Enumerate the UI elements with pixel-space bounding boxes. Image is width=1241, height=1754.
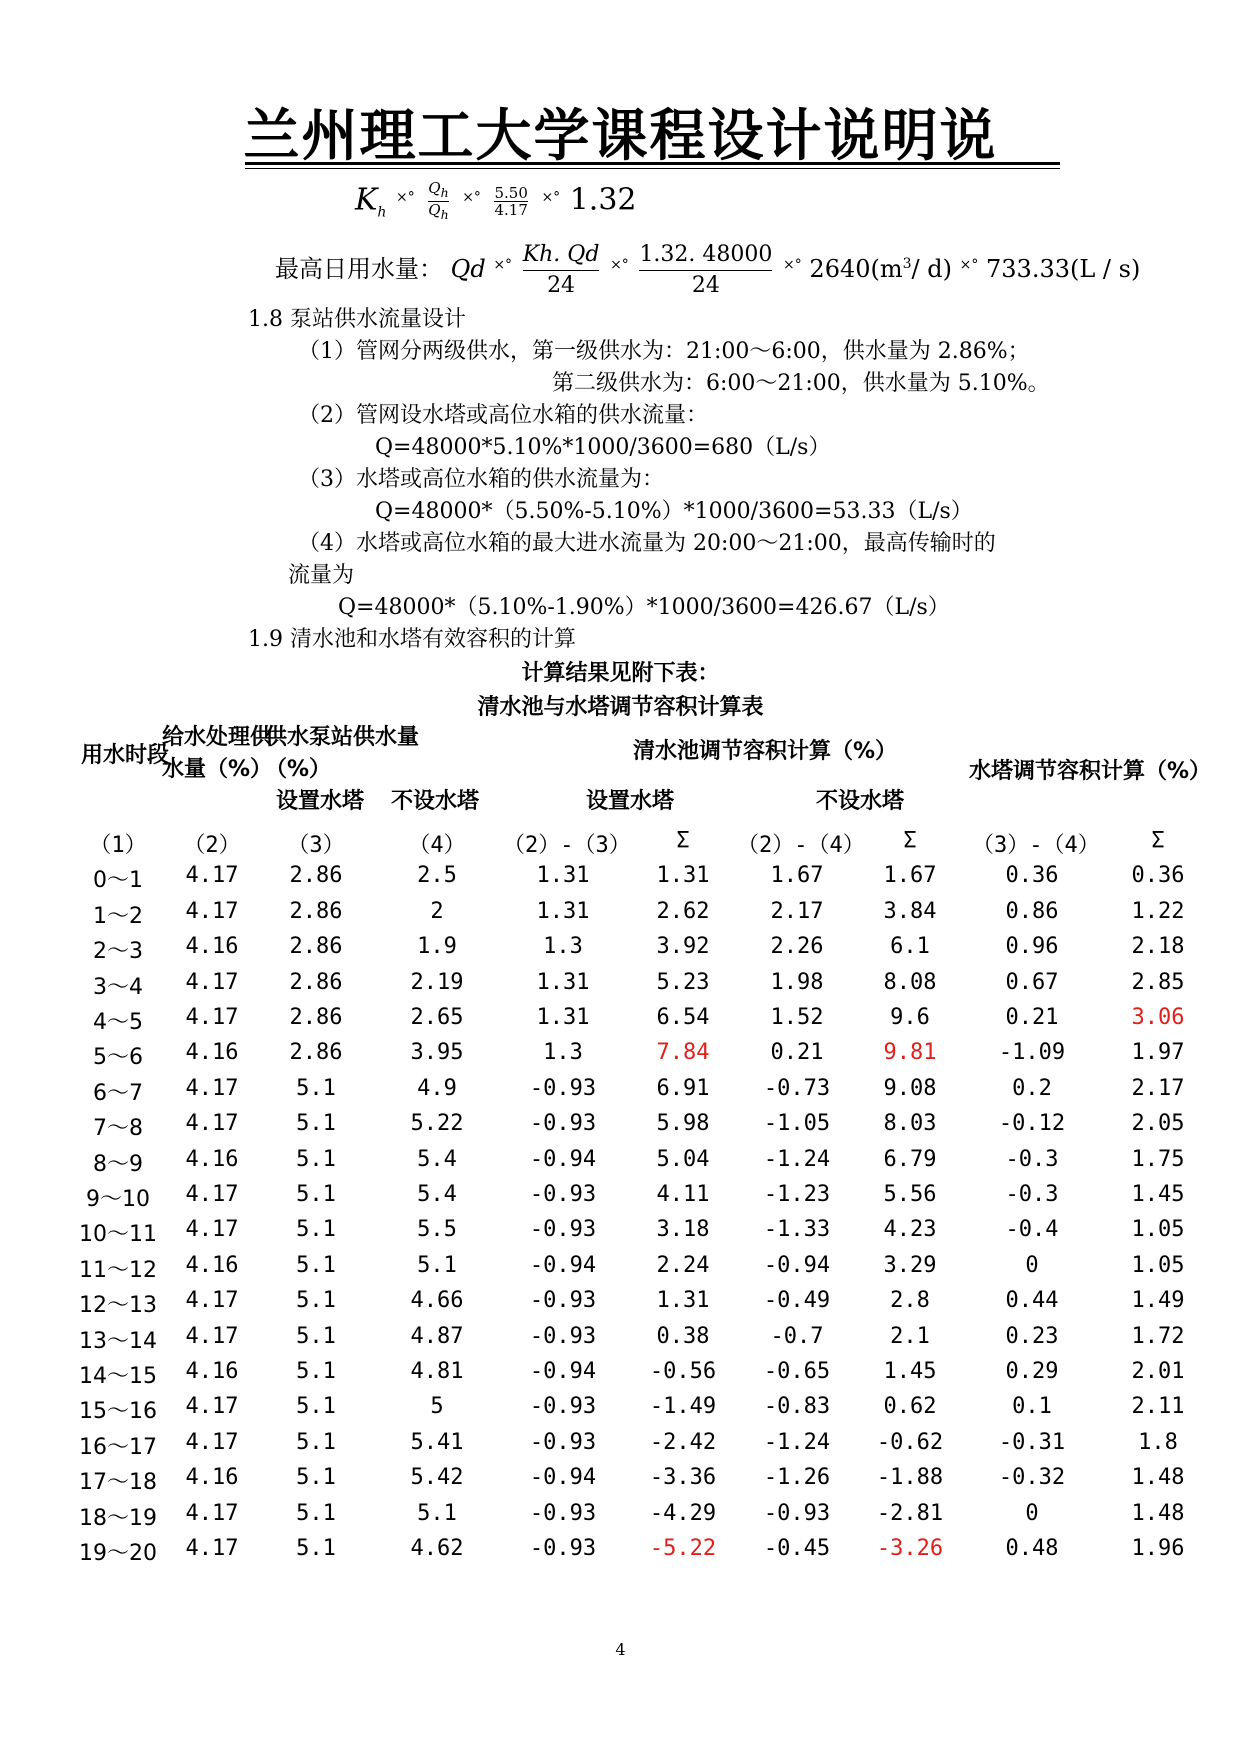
table-cell: 1.45 [883, 1359, 937, 1384]
table-cell: 19～20 [79, 1541, 157, 1566]
formula-garble: ×° [541, 189, 561, 206]
table-cell: 0.2 [1012, 1075, 1052, 1101]
table-cell: 8～9 [93, 1151, 143, 1177]
text-line: （2）管网设水塔或高位水箱的供水流量： [298, 403, 708, 428]
table-cell: 5.98 [656, 1111, 710, 1137]
table-cell: 17～18 [79, 1470, 157, 1496]
header-clear-tower: 设置水塔 [585, 789, 674, 814]
table-cell: -0.94 [529, 1252, 597, 1278]
table-cell: 7～8 [93, 1116, 143, 1142]
table-cell: 5.1 [296, 1465, 336, 1491]
table-cell: 0.48 [1005, 1536, 1059, 1561]
table-cell: 2.86 [289, 1040, 343, 1066]
header-supply: 给水处理供水量（%） [162, 725, 273, 782]
table-cell: 1.75 [1131, 1146, 1185, 1172]
table-cell: 5.1 [296, 1182, 336, 1207]
formula-qd-frac1: $\frac{Kh. Qd}{24}$ [522, 242, 600, 298]
table-cell: -0.93 [529, 1500, 597, 1526]
table-cell: 1.05 [1131, 1217, 1185, 1243]
table-cell: 3.18 [656, 1217, 710, 1243]
table-cell: 12～13 [79, 1293, 157, 1319]
table-cell: 1.31 [536, 863, 590, 889]
header-hour: 用水时段 [80, 743, 169, 768]
table-cell: 5.1 [296, 1500, 336, 1526]
table-cell: -0.93 [529, 1429, 597, 1455]
table-cell: 5.1 [296, 1536, 336, 1561]
table-cell: 4.17 [185, 1429, 239, 1455]
header-pump-notower: 不设水塔 [390, 789, 479, 814]
table-cell: 5.1 [296, 1323, 336, 1349]
table-cell: 4.17 [185, 1217, 239, 1243]
table-cell: 4.23 [883, 1217, 937, 1243]
table-cell: 1.67 [883, 863, 937, 889]
table-cell: 2.62 [656, 898, 710, 924]
table-cell: -3.36 [649, 1465, 717, 1491]
table-cell: -1.33 [763, 1217, 831, 1243]
table-cell: 2.86 [289, 898, 343, 924]
formula-qd-label: 最高日用水量： [275, 255, 443, 283]
table-cell: 1.31 [536, 1005, 590, 1030]
table-cell: 13～14 [79, 1328, 157, 1354]
table-cell: 5.1 [296, 1111, 336, 1137]
formula-kh [355, 180, 637, 223]
table-cell: 1.31 [536, 969, 590, 995]
table-cell: 2.01 [1131, 1359, 1185, 1384]
table-cell: 5.04 [656, 1146, 710, 1172]
table-cell: 1.3 [543, 1040, 583, 1066]
table-cell: 4～5 [93, 1010, 143, 1035]
table-cell: -1.26 [763, 1465, 831, 1491]
table-cell: 6.91 [656, 1075, 710, 1101]
table-cell: 9.08 [883, 1075, 937, 1101]
index-cell: （2）-（3） [503, 833, 631, 858]
table-cell: 2.19 [410, 969, 464, 995]
table-cell: 18～19 [79, 1505, 157, 1531]
table-cell: -0.45 [763, 1536, 831, 1561]
table-cell: 4.16 [185, 1465, 239, 1491]
table-cell: 1.3 [543, 934, 583, 960]
table-cell: 3.84 [883, 898, 937, 924]
formula-line: Q=48000*（5.10%-1.90%）*1000/3600=426.67（L/s） [338, 595, 950, 620]
formula-qd: 最高日用水量： Qd ×° $\frac{Kh. Qd}{24}$ ×° $\frac{1.32. 48000}{24}$ ×° $2640(m^3/$ d) ×° 733.33(L / s) [275, 240, 1140, 301]
table-cell: 1.9 [417, 934, 457, 960]
table-cell: 2.17 [1131, 1075, 1185, 1101]
table-cell: 4.16 [185, 1359, 239, 1384]
table-cell: 1.98 [770, 969, 824, 995]
table-cell: 0 [1025, 1500, 1039, 1526]
table-cell: 4.17 [185, 1111, 239, 1137]
table-cell: 15～16 [79, 1399, 157, 1425]
table-cell: 2.1 [890, 1323, 930, 1349]
table-cell: -0.83 [763, 1394, 831, 1420]
table-cell: 6～7 [93, 1080, 143, 1106]
table-cell: 5.5 [417, 1217, 457, 1243]
table-cell: 10～11 [79, 1222, 157, 1248]
table-cell: 1.45 [1131, 1182, 1185, 1207]
table-cell: 2.17 [770, 898, 824, 924]
table-cell: 4.81 [410, 1359, 464, 1384]
table-cell: -0.65 [763, 1359, 831, 1384]
table-cell: 2.85 [1131, 969, 1185, 995]
table-cell: -1.24 [763, 1146, 831, 1172]
table-cell: -0.4 [1005, 1217, 1059, 1243]
table-cell: -0.93 [529, 1288, 597, 1314]
table-cell: 2.86 [289, 863, 343, 889]
header-tower-volume: 水塔调节容积计算（%） [968, 759, 1212, 784]
formula-qd-value1: 2640(m [809, 255, 903, 283]
table-cell: 9.81 [883, 1040, 937, 1066]
table-cell: 1.49 [1131, 1288, 1185, 1314]
table-cell: 9.6 [890, 1005, 930, 1030]
table-cell: 0.21 [1005, 1005, 1059, 1030]
formula-kh-sub: h [377, 204, 387, 221]
index-cell: （4） [408, 833, 466, 858]
table-cell: 1.22 [1131, 898, 1185, 924]
table-cell: -1.09 [998, 1040, 1066, 1066]
table-cell: -0.3 [1005, 1146, 1059, 1172]
table-cell: 0.36 [1131, 863, 1185, 889]
index-cell: （2）-（4） [737, 833, 865, 858]
table-cell: -0.31 [998, 1429, 1066, 1455]
table-cell: 2.8 [890, 1288, 930, 1314]
table-cell: 4.17 [185, 863, 239, 889]
table-intro: 计算结果见附下表： [521, 661, 720, 686]
table-cell: 4.9 [417, 1075, 457, 1101]
index-cell: Σ [676, 828, 690, 853]
page-number: 4 [615, 1640, 626, 1659]
header-clear-notower: 不设水塔 [815, 789, 904, 814]
header-clear-tank: 清水池调节容积计算（%） [632, 739, 898, 764]
table-cell: -0.93 [529, 1323, 597, 1349]
section-heading-1-8: 1.8 泵站供水流量设计 [248, 307, 466, 332]
table-cell: 0.21 [770, 1040, 824, 1066]
formula-garble: ×° [396, 189, 415, 206]
table-cell: 2.5 [417, 863, 457, 889]
table-cell: 16～17 [79, 1434, 157, 1460]
table-cell: 5.1 [296, 1075, 336, 1101]
table-cell: 4.17 [185, 1323, 239, 1349]
formula-kh-result: 1.32 [569, 182, 637, 218]
table-cell: 5.1 [296, 1288, 336, 1314]
table-cell: -1.49 [649, 1394, 717, 1420]
table-cell: 6.79 [883, 1146, 937, 1172]
table-cell: -0.3 [1005, 1182, 1059, 1207]
text-line: 第二级供水为：6:00～21:00，供水量为 5.10%。 [552, 371, 1050, 396]
table-cell: -1.05 [763, 1111, 831, 1137]
index-cell: （3） [287, 833, 345, 858]
table-cell: 2.65 [410, 1005, 464, 1030]
text-line: 流量为 [288, 563, 355, 588]
section-heading-1-9: 1.9 清水池和水塔有效容积的计算 [248, 627, 576, 652]
table-cell: 0.86 [1005, 898, 1059, 924]
table-cell: 8.08 [883, 969, 937, 995]
table-cell: 5.4 [417, 1182, 457, 1207]
table-cell: 7.84 [656, 1040, 710, 1066]
table-cell: 4.17 [185, 898, 239, 924]
table-cell: -0.93 [529, 1182, 597, 1207]
header-pump-tower: 设置水塔 [275, 789, 364, 814]
formula-line: Q=48000*（5.50%-5.10%）*1000/3600=53.33（L/s） [375, 499, 973, 524]
table-cell: -4.29 [649, 1500, 717, 1526]
table-cell: -0.93 [529, 1217, 597, 1243]
table-cell: 0.44 [1005, 1288, 1059, 1314]
index-cell: （3）-（4） [972, 833, 1100, 858]
table-cell: 0.36 [1005, 863, 1059, 889]
table-cell: 5.1 [296, 1394, 336, 1420]
table-cell: 0.67 [1005, 969, 1059, 995]
table-cell: 0.38 [656, 1323, 710, 1349]
table-cell: 1.67 [770, 863, 824, 889]
table-cell: 4.17 [185, 1500, 239, 1526]
table-cell: 4.11 [656, 1182, 710, 1207]
table-cell: 4.66 [410, 1288, 464, 1314]
table-cell: 2.86 [289, 934, 343, 960]
table-cell: 1～2 [93, 903, 143, 929]
table-cell: 3.95 [410, 1040, 464, 1066]
table-cell: 5.22 [410, 1111, 464, 1137]
table-cell: 0.23 [1005, 1323, 1059, 1349]
table-cell: 9～10 [86, 1187, 150, 1212]
text-line: （4）水塔或高位水箱的最大进水流量为 20:00～21:00，最高传输时的 [298, 531, 996, 556]
table-cell: 4.17 [185, 1182, 239, 1207]
table-cell: 4.17 [185, 1288, 239, 1314]
table-cell: 2.18 [1131, 934, 1185, 960]
table-cell: 2.11 [1131, 1394, 1185, 1420]
table-cell: 5.56 [883, 1182, 937, 1207]
formula-kh-frac1: $\frac{Q_h}{Q_h}$ [428, 179, 449, 222]
table-cell: 2.86 [289, 1005, 343, 1030]
formula-qd-value2: 733.33(L / s) [986, 255, 1141, 283]
table-cell: 0.62 [883, 1394, 937, 1420]
table-cell: 4.17 [185, 1005, 239, 1030]
table-cell: 5.1 [296, 1146, 336, 1172]
table-cell: 3.29 [883, 1252, 937, 1278]
table-cell: -0.94 [529, 1146, 597, 1172]
table-cell: -1.24 [763, 1429, 831, 1455]
table-cell: 14～15 [79, 1364, 157, 1389]
table-cell: 1.8 [1138, 1429, 1178, 1455]
table-cell: 5.41 [410, 1429, 464, 1455]
table-cell: 2～3 [93, 939, 143, 965]
table-cell: 1.31 [656, 1288, 710, 1314]
table-cell: 6.1 [890, 934, 930, 960]
table-cell: 3.06 [1131, 1005, 1185, 1030]
page-title: 兰州理工大学课程设计说明说 [243, 104, 998, 169]
table-cell: 0 [1025, 1252, 1039, 1278]
table-cell: 0.29 [1005, 1359, 1059, 1384]
table-cell: 0～1 [93, 868, 143, 894]
table-cell: 0.1 [1012, 1394, 1052, 1420]
table-cell: -0.94 [529, 1359, 597, 1384]
table-cell: -0.93 [529, 1536, 597, 1561]
table-cell: 2.86 [289, 969, 343, 995]
table-cell: 5.42 [410, 1465, 464, 1491]
table-cell: -0.12 [998, 1111, 1066, 1137]
table-cell: -2.42 [649, 1429, 717, 1455]
formula-line: Q=48000*5.10%*1000/3600=680（L/s） [375, 435, 831, 460]
index-cell: （2） [183, 833, 241, 858]
table-cell: 4.17 [185, 1536, 239, 1561]
formula-qd-frac2: $\frac{1.32. 48000}{24}$ [639, 242, 773, 298]
table-cell: 4.17 [185, 969, 239, 995]
table-cell: -0.32 [998, 1465, 1066, 1491]
table-cell: 5.4 [417, 1146, 457, 1172]
table-cell: 4.87 [410, 1323, 464, 1349]
table-cell: 4.17 [185, 1394, 239, 1420]
table-cell: 1.31 [536, 898, 590, 924]
title-rule-thick [245, 162, 1060, 165]
table-cell: 5～6 [93, 1045, 143, 1071]
table-cell: 1.31 [656, 863, 710, 889]
table-cell: 5.1 [417, 1500, 457, 1526]
title-rule-thin [245, 168, 1060, 169]
text-line: （1）管网分两级供水，第一级供水为：21:00～6:00，供水量为 2.86%； [298, 339, 1030, 364]
table-cell: 1.48 [1131, 1500, 1185, 1526]
formula-kh-symbol: K [355, 182, 378, 218]
table-cell: 6.54 [656, 1005, 710, 1030]
table-cell: -0.56 [649, 1359, 717, 1384]
table-cell: 2.24 [656, 1252, 710, 1278]
table-cell: 2.05 [1131, 1111, 1185, 1137]
formula-qd-symbol: Qd [450, 255, 486, 283]
table-cell: 4.16 [185, 1252, 239, 1278]
table-cell: 1.72 [1131, 1323, 1185, 1349]
header-pump: 供水泵站供水量（%） [265, 725, 420, 782]
table-cell: 4.16 [185, 1040, 239, 1066]
table-cell: -1.23 [763, 1182, 831, 1207]
table-cell: 11～12 [79, 1257, 157, 1283]
index-cell: Σ [1151, 828, 1165, 853]
table-cell: 4.16 [185, 934, 239, 960]
table-cell: 5 [430, 1394, 444, 1420]
table-cell: -0.93 [763, 1500, 831, 1526]
table-caption: 清水池与水塔调节容积计算表 [477, 695, 764, 720]
table-cell: 5.1 [296, 1217, 336, 1243]
index-cell: （1） [89, 833, 147, 858]
table-cell: 1.05 [1131, 1252, 1185, 1278]
table-cell: 5.1 [417, 1252, 457, 1278]
table-cell: 1.48 [1131, 1465, 1185, 1491]
table-cell: -5.22 [649, 1536, 717, 1561]
table-cell: 4.16 [185, 1146, 239, 1172]
table-cell: 1.96 [1131, 1536, 1185, 1561]
table-cell: -0.62 [876, 1429, 944, 1455]
table-cell: -3.26 [876, 1536, 944, 1561]
formula-kh-frac2: $\frac{5.50}{4.17}$ [494, 184, 528, 219]
table-cell: -0.94 [529, 1465, 597, 1491]
index-cell: Σ [903, 828, 917, 853]
table-cell: 5.23 [656, 969, 710, 995]
table-cell: 5.1 [296, 1359, 336, 1384]
table-cell: 5.1 [296, 1252, 336, 1278]
table-cell: 2.26 [770, 934, 824, 960]
table-cell: 5.1 [296, 1429, 336, 1455]
formula-garble: ×° [462, 189, 481, 206]
table-cell: 4.17 [185, 1075, 239, 1101]
table-cell: -0.94 [763, 1252, 831, 1278]
table-cell: -0.93 [529, 1394, 597, 1420]
table-cell: 1.97 [1131, 1040, 1185, 1066]
table-cell: 3.92 [656, 934, 710, 960]
table-cell: 4.62 [410, 1536, 464, 1561]
table-cell: 0.96 [1005, 934, 1059, 960]
table-cell: 1.52 [770, 1005, 824, 1030]
table-cell: 2 [430, 898, 444, 924]
table-cell: -0.73 [763, 1075, 831, 1101]
table-cell: -0.49 [763, 1288, 831, 1314]
table-cell: -0.93 [529, 1075, 597, 1101]
table-cell: 8.03 [883, 1111, 937, 1137]
table-cell: -2.81 [876, 1500, 944, 1526]
table-cell: -1.88 [876, 1465, 944, 1491]
text-line: （3）水塔或高位水箱的供水流量为： [298, 467, 664, 492]
table-cell: -0.93 [529, 1111, 597, 1137]
table-cell: -0.7 [770, 1323, 824, 1349]
table-cell: 3～4 [93, 974, 143, 1000]
